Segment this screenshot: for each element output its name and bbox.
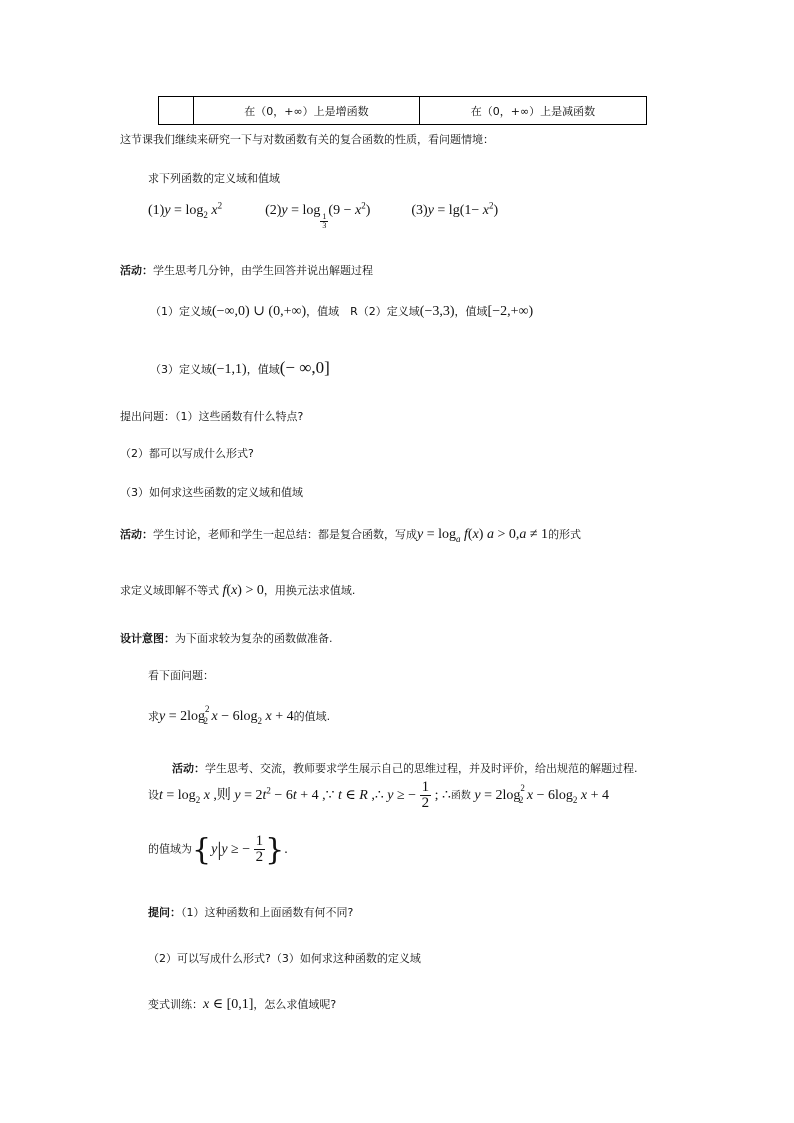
function-3: $(3)y = \lg(1- x^2)$ [411, 200, 499, 218]
table-row [159, 97, 647, 125]
range-expression: (− ∞,0] [279, 358, 330, 377]
ask-2: （2）可以写成什么形式?（3）如何求这种函数的定义域 [148, 952, 421, 965]
problem-function: $y = 2\log^2_2$ $x - 6\log_2$ x + 4 [474, 783, 610, 805]
table-cell: 在（0，+∞）上是增函数 [194, 97, 420, 125]
answer-label: （3）定义域 [150, 363, 212, 376]
problem-text: 求 [148, 710, 159, 723]
activity-3 [172, 760, 638, 776]
intro-text: 这节课我们继续来研究一下与对数函数有关的复合函数的性质，看问题情境： [120, 133, 494, 146]
task-text: 求下列函数的定义域和值域 [148, 172, 280, 185]
function-2: (2)y = log $_{\frac{1}{3}}$ $(9 - x^2)$ [265, 200, 371, 231]
look-text: 看下面问题： [148, 669, 214, 682]
problem-function: $y = 2\log^2_2$ $x - 6\log_2$ x + 4 [159, 704, 294, 726]
problem-text: 的值域. [293, 710, 331, 723]
answer-label: ，值域 R（2）定义域 [306, 305, 420, 318]
domain-expression: (−3,3) [419, 304, 455, 319]
ask-text: （1）这种函数和上面函数有何不同? [181, 906, 354, 919]
substitution: $t = \log_2 x$ ,则 $y = 2t^2 - 6t + 4$ ,∵ t ∈ R ,∴ y ≥ − $\frac{1}{2}$ ; ∴ [159, 779, 451, 811]
activity-text: 学生思考、交流，教师要求学生展示自己的思维过程，并及时评价，给出规范的解题过程. [205, 762, 638, 775]
method-text: ，用换元法求值域. [263, 584, 356, 597]
design-label: 设计意图： [120, 632, 175, 645]
variant-label: 变式训练： [148, 998, 203, 1011]
solution-text: 设 [148, 788, 159, 802]
domain-expression: (−1,1) [212, 362, 247, 377]
activity-text: 学生思考几分钟，由学生回答并说出解题过程 [153, 264, 373, 277]
inequality: f(x) > 0 [222, 583, 264, 598]
activity-label: 活动： [120, 264, 153, 277]
solution-text: 函数 [450, 790, 471, 802]
range-result [148, 832, 288, 867]
variant-text: ，怎么求值域呢? [253, 998, 337, 1011]
range-set: {y|y ≥ − $\frac{1}{2}$ }. [192, 832, 288, 867]
activity-suffix: 的形式 [548, 528, 582, 541]
domain-expression: (−∞,0) ∪ (0,+∞) [212, 304, 307, 319]
question-2: （2）都可以写成什么形式? [120, 447, 254, 460]
solution-text: 的值域为 [148, 842, 192, 856]
ask-1 [148, 904, 353, 920]
domain-method [120, 582, 355, 599]
answer-3 [150, 358, 330, 378]
problem [148, 704, 331, 726]
question-1: 提出问题：（1）这些函数有什么特点? [120, 410, 304, 423]
answer-1-2 [150, 303, 533, 320]
variant-exercise [148, 996, 336, 1013]
method-text: 求定义域即解不等式 [120, 584, 219, 597]
table-cell [159, 97, 194, 125]
general-form: $y = \log_a f(x) a > 0,a \ne 1$ [417, 527, 549, 544]
design-text: 为下面求较为复杂的函数做准备. [175, 632, 333, 645]
answer-label: ，值域 [246, 363, 280, 376]
answer-label: ，值域 [454, 305, 488, 318]
function-list [148, 200, 499, 231]
range-expression: [−2,+∞) [487, 304, 534, 319]
table-cell: 在（0，+∞）上是减函数 [420, 97, 647, 125]
question-3: （3）如何求这些函数的定义域和值域 [120, 486, 303, 499]
property-table [158, 96, 647, 125]
function-1: $(1)y = \log_2 x^2$ [148, 200, 223, 220]
interval: x ∈ [0,1] [203, 997, 254, 1012]
activity-1 [120, 262, 373, 278]
activity-2 [120, 526, 581, 543]
solution-line [148, 780, 609, 811]
design-intent [120, 630, 333, 646]
answer-label: （1）定义域 [150, 305, 212, 318]
activity-text: 学生讨论，老师和学生一起总结：都是复合函数，写成 [153, 528, 417, 541]
activity-label: 活动： [172, 762, 205, 775]
activity-label: 活动： [120, 528, 153, 541]
ask-label: 提问： [148, 906, 181, 919]
